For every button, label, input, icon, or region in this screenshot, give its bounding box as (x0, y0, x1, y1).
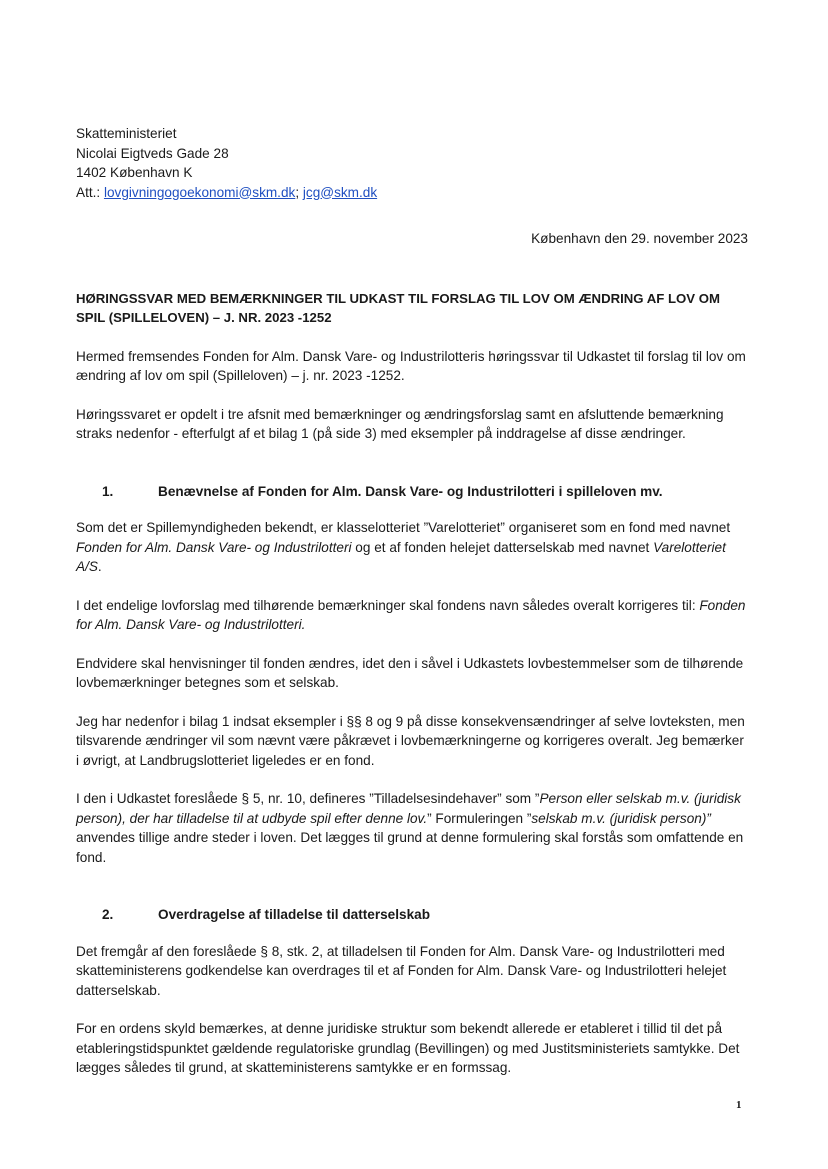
document-title: HØRINGSSVAR MED BEMÆRKNINGER TIL UDKAST TIL FORSLAG TIL LOV OM ÆNDRING AF LOV OM SPIL (SPILLELOVEN) – J. NR. 2023 -1252 (76, 290, 720, 325)
section-2-paragraph-1: Det fremgår af den foreslåede § 8, stk. 2, at tilladelsen til Fonden for Alm. Dansk Vare- og Industrilotteri med skatteministerens godkendelse kan overdrages til et af Fonden for Alm. Dansk Vare- og Industrilotteri helejet datterselskab. (76, 943, 727, 998)
recipient-city: 1402 København K (76, 165, 193, 180)
letter-date: København den 29. november 2023 (531, 231, 748, 246)
section-1-paragraph-2: I det endelige lovforslag med tilhørende bemærkninger skal fondens navn således overalt korrigeres til: Fonden for Alm. Dansk Vare- og Industrilotteri. (76, 597, 746, 632)
page-number: 1 (736, 1099, 742, 1111)
section-1-heading (76, 482, 748, 502)
email-separator: ; (295, 184, 303, 200)
section-1-number: 1. (102, 483, 114, 499)
email-link-jcg[interactable]: jcg@skm.dk (302, 184, 378, 200)
section-1-paragraph-1: Som det er Spillemyndigheden bekendt, er klasselotteriet ”Varelotteriet” organiseret som en fond med navnet Fonden for Alm. Dansk Vare- og Industrilotteri og et af fonden helejet datterselskab med navnet Varelotteriet A/S. (76, 520, 731, 574)
section-2-heading (76, 905, 748, 925)
intro-paragraph-1: Hermed fremsendes Fonden for Alm. Dansk Vare- og Industrilotteris høringssvar til Udkastet til forslag til lov om ændring af lov om spil (Spilleloven) – j. nr. 2023 -1252. (76, 348, 746, 383)
section-2-paragraph-2: For en ordens skyld bemærkes, at denne juridiske struktur som bekendt allerede er etableret i tillid til det på etableringstidspunktet gældende regulatoriske grundlag (Bevillingen) og med Justitsministeriets samtykke. Det lægges således til grund, at skatteministerens samtykke er en formssag. (76, 1021, 740, 1075)
recipient-street: Nicolai Eigtveds Gade 28 (76, 145, 229, 161)
recipient-address (76, 124, 748, 202)
section-1-title: Benævnelse af Fonden for Alm. Dansk Vare- og Industrilotteri i spilleloven mv. (158, 483, 663, 499)
section-2-title: Overdragelse af tilladelse til datterselskab (158, 907, 431, 922)
email-link-lovgivning[interactable]: lovgivningogoekonomi@skm.dk (103, 184, 296, 200)
section-1-paragraph-4: Jeg har nedenfor i bilag 1 indsat eksempler i §§ 8 og 9 på disse konsekvensændringer af selve lovteksten, men tilsvarende ændringer vil som nævnt være påkrævet i lovbemærkningerne og korrigeres overalt. Jeg bemærker i øvrigt, at Landbrugslotteriet ligeledes er en fond. (76, 713, 745, 768)
attention-line (76, 183, 748, 203)
section-2-number: 2. (102, 907, 114, 922)
letter-body (76, 124, 748, 1078)
recipient-name: Skatteministeriet (76, 126, 177, 141)
section-1-paragraph-3: Endvidere skal henvisninger til fonden ændres, idet den i såvel i Udkastets lovbestemmelser som de tilhørende lovbemærkninger betegnes som et selskab. (76, 655, 744, 690)
attention-label: Att.: (76, 184, 104, 200)
section-1-paragraph-5: I den i Udkastet foreslåede § 5, nr. 10, defineres ”Tilladelsesindehaver” som ”Person eller selskab m.v. (juridisk person), der har tilladelse til at udbyde spil efter denne lov.” Formuleringen ”selskab m.v. (juridisk person)” anvendes tillige andre steder i loven. Det lægges til grund at denne formulering skal forstås som omfattende en fond. (76, 791, 744, 865)
intro-paragraph-2: Høringssvaret er opdelt i tre afsnit med bemærkninger og ændringsforslag samt en afsluttende bemærkning straks nedenfor - efterfulgt af et bilag 1 (på side 3) med eksempler på inddragelse af disse ændringer. (76, 406, 724, 441)
